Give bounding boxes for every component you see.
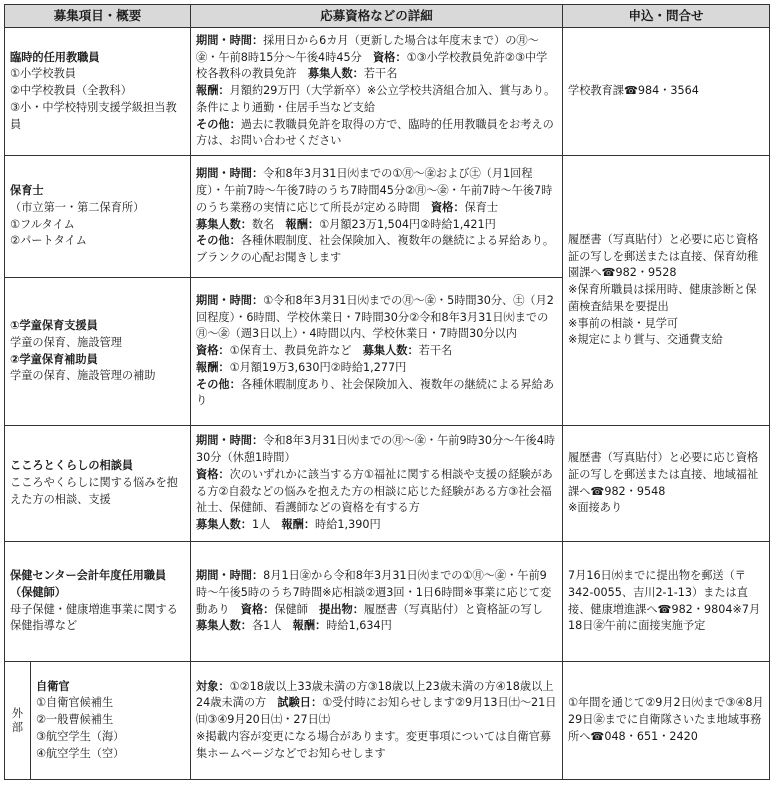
detail-label: 募集人数： [196,619,252,633]
detail-text: 時給1,390円 [315,518,381,532]
detail-text: 過去に教職員免許を取得の方で、臨時的任用教職員をお考えの方は、お問い合わせください [196,117,554,148]
item-sub: ②中学校教員（全教科） [10,84,132,98]
detail-label: 報酬： [196,84,230,98]
contact-text: ※保育所職員は採用時、健康診断と保菌検査結果を要提出 [568,283,757,313]
detail-text: 次のいずれかに該当する方①福祉に関する相談や支援の経験がある方②自殺などの悩みを抱えた方の相談に応じた経験がある方③社会福祉士、保健師、看護師などの資格を有する方 [196,467,553,515]
detail-label: 資格： [196,467,230,481]
item-sub: （市立第一・第二保育所） [10,200,145,214]
contact-text: 学校教育課☎984・3564 [568,84,699,98]
detail-label: 報酬： [292,619,327,633]
detail-label: 募集人数： [307,67,364,81]
item-sub: ①小学校教員 [10,67,76,81]
contact-cell [563,662,770,780]
item-cell [5,542,191,662]
detail-cell [191,662,563,780]
item-sub: ③航空学生（海） [36,729,125,743]
contact-text: 7月16日㈬までに提出物を郵送（〒342-0055、吉川2-1-13）または直接、健康増進課へ☎982・9804※7月18日㊎午前に面接実施予定 [568,568,761,633]
detail-text: ①月額19万3,630円②時給1,277円 [229,360,407,374]
recruitment-table [4,4,770,780]
detail-text: 時給1,634円 [326,619,392,633]
detail-text: 保健師 [274,602,320,616]
item-cell [5,426,191,542]
item-sub: 学童の保育、施設管理 [10,335,122,349]
detail-text: 若干名 [418,344,453,358]
contact-text: ①年間を通じて②9月2日㈫まで③④8月29日㊎までに自衛隊さいたま地域事務所へ☎048・651・2420 [568,696,764,743]
detail-text: ①③小学校教員免許②③中学校各教科の教員免許 [196,50,548,81]
detail-label: 期間・時間： [196,167,264,181]
row-public-health-nurse [5,542,770,662]
detail-text: 各種休暇制度、社会保険加入、複数年の継続による昇給あり。ブランクの心配お聞きします [196,234,555,265]
detail-text: 8月1日㊎から令和8年3月31日㈫までの①㊊〜㊎・午前9時〜午後5時のうち7時間※応相談②週3回・1日6時間※事業に応じて変動あり [196,568,552,616]
item-title: ①学童保育支援員 [10,318,98,332]
detail-cell [191,278,563,426]
detail-text: ①②18歳以上33歳未満の方③18歳以上23歳未満の方④18歳以上24歳未満の方 [196,679,554,710]
row-self-defense [5,662,770,780]
detail-label: その他： [196,234,241,248]
detail-cell [191,542,563,662]
header-items: 募集項目・概要 [5,5,191,28]
item-title: ②学童保育補助員 [10,352,98,366]
detail-label: 期間・時間： [196,293,264,307]
item-sub: 学童の保育、施設管理の補助 [10,369,156,383]
detail-cell [191,156,563,278]
detail-text: 令和8年3月31日㈫までの㊊〜㊎・午前9時30分〜午後4時30分（休憩1時間） [196,434,556,464]
detail-label: 募集人数： [196,217,252,231]
item-sub: ②一般曹候補生 [36,713,114,727]
header-row [5,5,770,28]
detail-text: 採用日から6カ月（更新した場合は年度末まで）の㊊〜㊎・午前8時15分〜午後4時45分 [196,33,539,64]
detail-label: 提出物： [319,602,364,616]
detail-text: 各種休暇制度あり、社会保険加入、複数年の継続による昇給あり [196,377,555,408]
side-label-cell [5,662,31,780]
contact-text: 履歴書（写真貼付）と必要に応じ資格証の写しを郵送または直接、保育幼稚園課へ☎982・9528 [568,232,759,280]
contact-cell [563,156,770,426]
detail-label: 資格： [372,50,407,64]
detail-text: ①令和8年3月31日㈫までの㊊〜㊎・5時間30分、㊏（月2回程度）・6時間、学校休業日・7時間30分②令和8年3月31日㈫までの㊊〜㊎（週3日以上）・4時間以内、学校休業日・7時間30分以内 [196,293,554,341]
detail-label: 資格： [196,344,230,358]
detail-text: 月額約29万円（大学新卒）※公立学校共済組合加入、賞与あり。条件により通勤・住居手当など支給 [196,84,556,114]
detail-text: 若干名 [363,67,398,81]
detail-text: 各1人 [251,619,293,633]
item-title: こころとくらしの相談員 [10,459,134,473]
detail-text: 1人 [251,518,282,532]
contact-text: ※規定により賞与、交通費支給 [568,333,723,347]
item-title: 臨時的任用教職員 [10,50,100,64]
detail-label: 募集人数： [196,518,252,532]
detail-text: 履歴書（写真貼付）と資格証の写し [363,602,555,616]
item-sub: こころやくらしに関する悩みを抱えた方の相談、支援 [10,476,178,506]
header-contact: 申込・問合せ [563,5,770,28]
item-sub: ③小・中学校特別支援学級担当教員 [10,100,177,131]
detail-label: 報酬： [196,360,230,374]
detail-label: 期間・時間： [196,568,264,582]
detail-text: 令和8年3月31日㈫までの①㊊〜㊎および㊏（月1回程度）・午前7時〜午後7時のうち7時間45分②㊊〜㊎・午前7時〜午後7時のうち業務の実情に応じて所長が定める時間 [196,167,553,214]
detail-label: 資格： [430,200,465,214]
item-title: 自衛官 [36,679,70,693]
detail-text: ①月額23万1,504円②時給1,421円 [319,217,496,231]
contact-text: 履歴書（写真貼付）と必要に応じ資格証の写しを郵送または直接、地域福祉課へ☎982・9548 [568,450,759,498]
contact-text: ※面接あり [568,501,623,515]
detail-label: 期間・時間： [196,33,264,47]
item-sub: 母子保健・健康増進事業に関する保健指導など [10,602,178,633]
item-sub: ④航空学生（空） [36,746,125,760]
item-cell [5,28,191,156]
item-cell [5,156,191,278]
item-sub: ②パートタイム [10,234,87,248]
detail-label: 報酬： [285,217,320,231]
contact-cell [563,28,770,156]
detail-text: ①保育士、教員免許など [229,344,363,358]
side-label: 外部 [11,706,24,734]
row-nursery-teacher [5,156,770,278]
contact-text: ※事前の相談・見学可 [568,316,679,330]
contact-cell [563,426,770,542]
detail-cell [191,426,563,542]
detail-cell [191,28,563,156]
detail-label: 期間・時間： [196,434,264,448]
item-title: 保育士 [10,183,44,197]
item-sub: ①フルタイム [10,217,75,231]
detail-label: その他： [196,117,241,131]
detail-label: 募集人数： [362,344,419,358]
header-details: 応募資格などの詳細 [191,5,563,28]
detail-text: 数名 [251,217,286,231]
item-cell [31,662,191,780]
contact-cell [563,542,770,662]
item-cell [5,278,191,426]
detail-label: 資格： [240,602,275,616]
detail-text: ※掲載内容が変更になる場合があります。変更事項については自衛官募集ホームページなどでお知らせします [196,729,552,760]
detail-label: 対象： [196,679,230,693]
detail-text: ①受付時にお知らせします②9月13日㈯〜21日㈰③④9月20日㈯・27日㈯ [196,696,557,727]
detail-label: その他： [196,377,241,391]
row-temporary-teacher [5,28,770,156]
item-sub: ①自衛官候補生 [36,696,114,710]
item-title: 保健センター会計年度任用職員（保健師） [10,568,167,599]
row-counselor [5,426,770,542]
detail-label: 報酬： [281,518,316,532]
detail-text: 保育士 [464,200,499,214]
detail-label: 試験日： [277,696,323,710]
